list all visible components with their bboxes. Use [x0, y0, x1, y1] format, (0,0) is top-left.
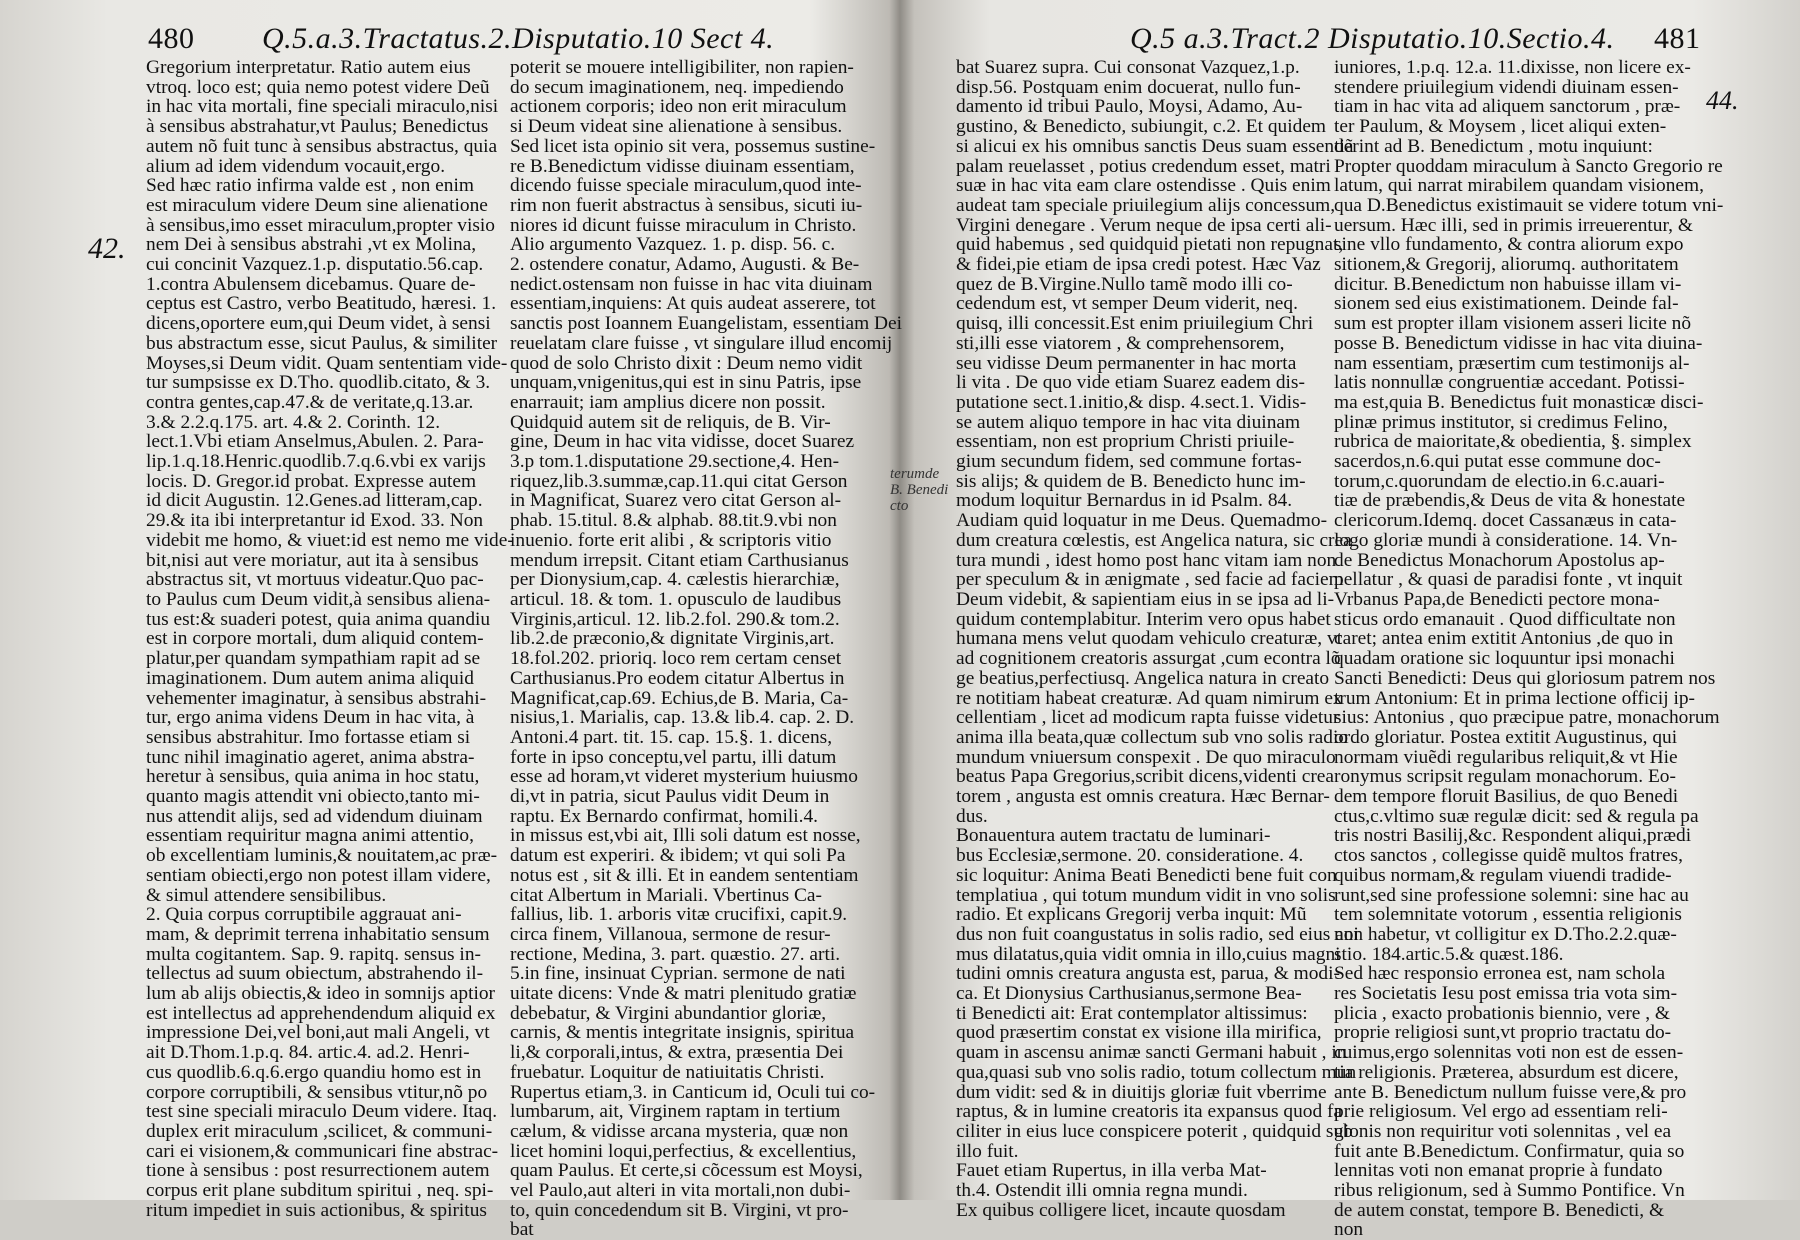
- text-line: quod de solo Christo dixit : Deum nemo vidit: [510, 352, 863, 374]
- text-line: sentiam obiecti,ergo non potest illam videre,: [146, 864, 491, 886]
- text-line: in hac vita mortali, fine speciali miraculo,nisi: [146, 96, 499, 118]
- text-line: beatus Papa Gregorius,scribit dicens,videnti crea: [956, 766, 1334, 788]
- text-line: gustino, & Benedicto, subiungit, c.2. Et quidem: [956, 116, 1327, 138]
- text-line: lip.1.q.18.Henric.quodlib.7.q.6.vbi ex varijs: [146, 451, 486, 473]
- text-line: citat Albertum in Mariali. Vbertinus Ca-: [510, 884, 822, 906]
- text-line: Sed licet ista opinio sit vera, possemus sustine-: [510, 135, 876, 157]
- text-line: lum ab alijs obiectis,& ideo in somnijs aptior: [146, 983, 495, 1005]
- text-line: vtroq. loco est; quia nemo potest videre Deũ: [146, 76, 490, 98]
- text-line: à sensibus abstrahatur,vt Paulus; Benedictus: [146, 116, 489, 138]
- text-line: datum est experiri. & ibidem; vt qui soli Pa: [510, 845, 846, 867]
- text-line: seu vidisse Deum permanenter in hac morta: [956, 352, 1297, 374]
- text-line: esse ad horam,vt videret mysterium huiusmo: [510, 766, 858, 788]
- text-line: notus est , sit & illi. Et in eandem sententiam: [510, 864, 859, 886]
- text-line: platur,per quandam sympathiam rapit ad se: [146, 648, 481, 670]
- text-line: sis alijs; & quidem de B. Benedicto hunc im-: [956, 470, 1306, 492]
- text-line: illo fuit.: [956, 1140, 1019, 1162]
- text-line: tia religionis. Præterea, absurdum est dicere,: [1334, 1061, 1679, 1083]
- text-line: humana mens velut quodam vehiculo creaturæ, vt: [956, 628, 1343, 650]
- text-line: mam, & deprimit terrena inhabitatio sensum: [146, 923, 490, 945]
- text-line: mundum vniuersum conspexit . De quo miraculo: [956, 746, 1336, 768]
- text-line: gionis non requiritur voti solennitas , vel ea: [1334, 1120, 1672, 1142]
- text-line: bus abstractum esse, sicut Paulus, & similiter: [146, 332, 498, 354]
- left-column-2: [510, 57, 903, 1240]
- text-line: se autem aliquo tempore in hac vita diuinam: [956, 411, 1301, 433]
- text-line: phab. 15.titul. 8.& alphab. 88.tit.9.vbi non: [510, 510, 837, 532]
- text-line: sitionem,& Gregorij, aliorumq. authoritatem: [1334, 254, 1679, 276]
- text-line: & simul attendere sensibilibus.: [146, 884, 387, 906]
- text-line: carnis, & mentis integritate insignis, spiritua: [510, 1022, 855, 1044]
- text-line: 5.in fine, insinuat Cyprian. sermone de nati: [510, 963, 846, 985]
- left-running-header: [0, 22, 896, 56]
- text-line: sensibus abstrahitur. Imo fortasse etiam si: [146, 726, 471, 748]
- text-line: poterit se mouere intelligibiliter, non rapien-: [510, 57, 854, 78]
- text-line: fallius, lib. 1. arboris vitæ crucifixi, capit.9.: [510, 904, 848, 926]
- text-line: in Magnificat, Suarez vero citat Gerson al-: [510, 490, 842, 512]
- text-line: nus attendit alijs, sed ad videndum diuinam: [146, 805, 483, 827]
- text-line: uitate dicens: Vnde & matri plenitudo gratiæ: [510, 983, 857, 1005]
- text-line: ge beatius,perfectiusq. Angelica natura in creato: [956, 667, 1330, 689]
- text-line: cui concinit Vazquez.1.p. disputatio.56.cap.: [146, 254, 484, 276]
- text-line: test sine speciali miraculo Deum videre. Itaq.: [146, 1101, 498, 1123]
- text-line: Gregorium interpretatur. Ratio autem eius: [146, 57, 471, 78]
- text-line: Bonauentura autem tractatu de luminari-: [956, 825, 1271, 847]
- text-line: normam viuẽdi regularibus reliquit,& vt Hie: [1334, 746, 1678, 768]
- text-line: niores id dicunt fuisse miraculum in Christo.: [510, 214, 857, 236]
- text-line: quez de B.Virgine.Nullo tamẽ modo illi co-: [956, 273, 1293, 295]
- text-line: iuniores, 1.p.q. 12.a. 11.dixisse, non licere ex-: [1334, 57, 1691, 78]
- text-line: Sed hæc ratio infirma valde est , non enim: [146, 175, 474, 197]
- text-line: Sancti Benedicti: Deus qui gloriosum patrem nos: [1334, 667, 1716, 689]
- text-line: 18.fol.202. prioriq. loco rem certam censet: [510, 648, 842, 670]
- text-line: raptus, & in lumine creatoris ita expansus quod fa: [956, 1101, 1343, 1123]
- text-line: tur, ergo anima videns Deum in hac vita, à: [146, 707, 475, 729]
- text-line: non: [1334, 1219, 1364, 1240]
- text-line: proprie religiosi sunt,vt proprio tractatu do-: [1334, 1022, 1672, 1044]
- text-line: rectione, Medina, 3. part. quæstio. 27. arti.: [510, 943, 841, 965]
- text-line: radio. Et explicans Gregorij verba inquit: Mũ: [956, 904, 1307, 926]
- text-line: lennitas voti non emanat proprie à fundato: [1334, 1160, 1663, 1182]
- text-line: stendere priuilegium videndi diuinam essen-: [1334, 76, 1679, 98]
- text-line: nisius,1. Marialis, cap. 13.& lib.4. cap. 2. D.: [510, 707, 855, 729]
- text-line: ronymus scripsit regulam monachorum. Eo-: [1334, 766, 1676, 788]
- text-line: ter Paulum, & Moysem , licet aliqui exten-: [1334, 116, 1667, 138]
- text-line: tem solemnitate votorum , essentia religionis: [1334, 904, 1682, 926]
- text-line: re B.Benedictum vidisse diuinam essentiam,: [510, 155, 855, 177]
- running-head-right: Q.5 a.3.Tract.2 Disputatio.10.Sectio.4.: [1130, 22, 1615, 55]
- text-line: quadam oratione sic loquuntur ipsi monachi: [1334, 648, 1675, 670]
- text-line: ctus,c.vltimo suæ regulæ dicit: sed & regula pa: [1334, 805, 1699, 827]
- text-line: id dicit Augustin. 12.Genes.ad litteram,cap.: [146, 490, 483, 512]
- text-line: Sed hæc responsio erronea est, nam schola: [1334, 963, 1666, 985]
- text-line: est in corpore mortali, dum aliquid contem-: [146, 628, 484, 650]
- text-line: stio. 184.artic.5.& quæst.186.: [1334, 943, 1564, 965]
- right-page: [890, 0, 1800, 1240]
- text-line: runt,sed sine professione solemni: sine hac au: [1334, 884, 1689, 906]
- text-line: torem , angusta est omnis creatura. Hæc Bernar-: [956, 786, 1330, 808]
- text-line: rim non fuerit abstractus à sensibus, sicuti iu-: [510, 194, 863, 216]
- text-line: sius: Antonius , quo præcipue patre, monachorum: [1334, 707, 1720, 729]
- text-line: clericorum.Idemq. docet Cassanæus in cata-: [1334, 510, 1677, 532]
- text-line: essentiam,inquiens: At quis audeat asserere, tot: [510, 293, 876, 315]
- text-line: sic loquitur: Anima Beati Benedicti bene fuit con: [956, 864, 1337, 886]
- text-line: fuit ante B.Benedictum. Confirmatur, quia so: [1334, 1140, 1685, 1162]
- text-line: res Societatis Iesu post emissa tria vota sim-: [1334, 983, 1678, 1005]
- text-line: bat: [510, 1219, 534, 1240]
- page-number-right: 481: [1654, 22, 1701, 55]
- text-line: quibus normam,& regulam viuendi tradide-: [1334, 864, 1672, 886]
- text-line: ribus religionum, sed à Summo Pontifice. Vn: [1334, 1180, 1685, 1202]
- text-line: mus dilatatus,quia vidit omnia in illo,cuius magni: [956, 943, 1341, 965]
- text-line: essentiam requiritur magna animi attentio,: [146, 825, 474, 847]
- text-line: multa cogitantem. Sap. 9. rapitq. sensus in-: [146, 943, 481, 965]
- text-line: latum, qui narrat mirabilem quandam visionem,: [1334, 175, 1704, 197]
- text-line: sine vllo fundamento, & contra aliorum expo: [1334, 234, 1684, 256]
- text-line: cellentiam , licet ad modicum rapta fuisse videtur: [956, 707, 1340, 729]
- text-line: sanctis post Ioannem Euangelistam, essentiam Dei: [510, 313, 903, 335]
- text-line: nem Dei à sensibus abstrahi ,vt ex Molina,: [146, 234, 477, 256]
- text-line: tiam in hac vita ad aliquem sanctorum , præ-: [1334, 96, 1681, 118]
- text-line: lect.1.Vbi etiam Anselmus,Abulen. 2. Para-: [146, 431, 484, 453]
- text-line: Virgini denegare . Verum neque de ipsa certi ali-: [956, 214, 1332, 236]
- text-line: prie religiosum. Vel ergo ad essentiam reli-: [1334, 1101, 1668, 1123]
- text-line: dum vidit: sed & in diuitijs gloriæ fuit vberrime: [956, 1081, 1327, 1103]
- text-line: non habetur, vt colligitur ex D.Tho.2.2.quæ-: [1334, 923, 1677, 945]
- text-line: ante B. Benedictum nullum fuisse vere,& pro: [1334, 1081, 1687, 1103]
- text-line: sionem sed eius existimationem. Deinde fal-: [1334, 293, 1679, 315]
- text-line: ob excellentiam luminis,& nouitatem,ac præ-: [146, 845, 498, 867]
- right-running-header: [904, 22, 1800, 56]
- text-line: latis nonnullæ congruentiæ accedant. Potissi-: [1334, 372, 1685, 394]
- text-line: abstractus sit, vt mortuus videatur.Quo pac-: [146, 569, 484, 591]
- text-line: Deum videbit, & sapientiam eius in se ipsa ad li-: [956, 588, 1335, 610]
- gutter-note-line: cto: [890, 498, 909, 514]
- text-line: fruebatur. Loquitur de natiuitatis Christi.: [510, 1061, 825, 1083]
- text-line: qua D.Benedictus existimauit se videre totum vni-: [1334, 194, 1724, 216]
- text-line: unquam,vnigenitus,qui est in sinu Patris, ipse: [510, 372, 862, 394]
- text-line: vel Paulo,aut alteri in vita mortali,non dubi-: [510, 1180, 851, 1202]
- text-line: videbit me homo, & viuet:id est nemo me vide-: [146, 529, 514, 551]
- text-line: Antoni.4 part. tit. 15. cap. 15.§. 1. dicens,: [510, 726, 833, 748]
- text-line: per Dionysium,cap. 4. cælestis hierarchiæ,: [510, 569, 840, 591]
- text-line: cedendum est, vt semper Deum viderit, neq.: [956, 293, 1298, 315]
- text-line: rubrica de maioritate,& obedientia, §. simplex: [1334, 431, 1692, 453]
- text-line: bat Suarez supra. Cui consonat Vazquez,1.p.: [956, 57, 1300, 78]
- text-line: corpore corruptibili, & sensibus vtitur,nõ po: [146, 1081, 488, 1103]
- text-line: caret; antea enim extitit Antonius ,de quo in: [1334, 628, 1674, 650]
- text-line: Virginis,articul. 12. lib.2.fol. 290.& tom.2.: [510, 608, 840, 630]
- gutter-note-line: B. Benedi: [890, 482, 949, 498]
- text-line: dicendo fuisse speciale miraculum,quod inte-: [510, 175, 862, 197]
- text-line: ait D.Thom.1.p.q. 84. artic.4. ad.2. Henri-: [146, 1042, 470, 1064]
- text-line: templatiua , qui totum mundum vidit in vno solis: [956, 884, 1336, 906]
- text-line: per speculum & in ænigmate , sed facie ad faciem: [956, 569, 1344, 591]
- text-line: enarrauit; iam amplius dicere non possit.: [510, 391, 826, 413]
- text-line: Alio argumento Vazquez. 1. p. disp. 56. c.: [510, 234, 836, 256]
- text-line: torum,c.quorundam de electio.in 6.c.auari-: [1334, 470, 1665, 492]
- text-line: corpus erit plane subditum spiritui , neq. spi-: [146, 1180, 494, 1202]
- text-line: ad cognitionem creatoris assurgat ,cum econtra lõ: [956, 648, 1341, 670]
- text-line: lumbarum, ait, Virginem raptam in tertium: [510, 1101, 841, 1123]
- text-line: quid habemus , sed quidquid pietati non repugnat,: [956, 234, 1344, 256]
- text-line: th.4. Ostendit illi omnia regna mundi.: [956, 1180, 1248, 1202]
- text-line: sum est propter illam visionem asseri licite nõ: [1334, 313, 1692, 335]
- margin-number-left: 42.: [88, 232, 126, 265]
- gutter-marginal-note: [890, 466, 948, 514]
- text-line: 3.p tom.1.disputatione 29.sectione,4. Hen-: [510, 451, 840, 473]
- text-line: ti Benedicti ait: Erat contemplator altissimus:: [956, 1002, 1308, 1024]
- text-line: quisq, illi concessit.Est enim priuilegium Chri: [956, 313, 1314, 335]
- text-line: riquez,lib.3.summæ,cap.11.qui citat Gerson: [510, 470, 848, 492]
- text-line: Audiam quid loquatur in me Deus. Quemadmo-: [956, 510, 1328, 532]
- text-line: tellectus ad suum obiectum, abstrahendo il-: [146, 963, 484, 985]
- text-line: cælum, & vidisse arcana mysteria, quæ non: [510, 1120, 849, 1142]
- text-line: debebatur, & Virgini abundantior gloriæ,: [510, 1002, 827, 1024]
- text-line: tura mundi , idest homo post hanc vitam iam non: [956, 549, 1337, 571]
- text-line: do secum imaginationem, neq. impediendo: [510, 76, 844, 98]
- text-line: in missus est,vbi ait, Illi soli datum est nosse,: [510, 825, 861, 847]
- text-line: ciliter in eius luce conspicere poterit , quidquid sub: [956, 1120, 1353, 1142]
- text-line: quam Paulus. Et certe,si cõcessum est Moysi,: [510, 1160, 863, 1182]
- text-line: de Benedictus Monachorum Apostolus ap-: [1334, 549, 1665, 571]
- margin-number-right: 44.: [1706, 86, 1739, 115]
- text-line: duplex erit miraculum ,scilicet, & communi-: [146, 1120, 493, 1142]
- text-line: tiæ de præbendis,& Deus de vita & honestate: [1334, 490, 1686, 512]
- text-line: plicia , exacto probationis biennio, vere , &: [1334, 1002, 1671, 1024]
- text-line: di,vt in patria, sicut Paulus vidit Deum in: [510, 786, 830, 808]
- text-line: Magnificat,cap.69. Echius,de B. Maria, Ca-: [510, 687, 849, 709]
- right-column-1: [956, 57, 1359, 1221]
- text-line: circa finem, Villanoua, sermone de resur-: [510, 923, 831, 945]
- text-line: si alicui ex his omnibus sanctis Deus suam essentiã: [956, 135, 1354, 157]
- text-line: tris nostri Basilij,&c. Respondent aliqui,prædi: [1334, 825, 1692, 847]
- text-line: imaginationem. Dum autem anima aliquid: [146, 667, 474, 689]
- text-line: vehementer imaginatur, à sensibus abstrahi-: [146, 687, 487, 709]
- text-line: quam in ascensu animæ sancti Germani habuit , in: [956, 1042, 1347, 1064]
- page-number-left: 480: [148, 22, 195, 55]
- text-line: cari ei visionem,& communicari fine abstrac-: [146, 1140, 499, 1162]
- text-line: licet homini loqui,perfectius, & excellentius,: [510, 1140, 857, 1162]
- text-line: putatione sect.1.initio,& disp. 4.sect.1. Vidis-: [956, 391, 1307, 413]
- text-line: gine, Deum in hac vita vidisse, docet Suarez: [510, 431, 855, 453]
- text-line: impressione Dei,vel boni,aut mali Angeli, vt: [146, 1022, 490, 1044]
- text-line: derint ad B. Benedictum , motu inquiunt:: [1334, 135, 1653, 157]
- text-line: essentiam, non est proprium Christi priuile-: [956, 431, 1295, 453]
- text-line: 2. ostendere conatur, Adamo, Augusti. & Be-: [510, 254, 860, 276]
- text-line: Carthusianus.Pro eodem citatur Albertus in: [510, 667, 845, 689]
- text-line: bit,nisi aut vere moriatur, aut ita à sensibus: [146, 549, 479, 571]
- text-line: Quidquid autem sit de reliquis, de B. Vir-: [510, 411, 831, 433]
- text-line: est miraculum videre Deum sine alienatione: [146, 194, 488, 216]
- text-line: disp.56. Postquam enim docuerat, nullo fun-: [956, 76, 1301, 98]
- text-line: ordo gloriatur. Postea extitit Augustinus, qui: [1334, 726, 1678, 748]
- text-line: ma est,quia B. Benedictus fuit monasticæ disci-: [1334, 391, 1704, 413]
- text-line: li vita . De quo vide etiam Suarez eadem dis-: [956, 372, 1305, 394]
- running-head-left: Q.5.a.3.Tractatus.2.Disputatio.10 Sect 4.: [262, 22, 775, 55]
- text-line: palam reuelasset , potius credendum esset, matri: [956, 155, 1331, 177]
- text-line: dus non fuit coangustatus in solis radio, sed eius ani: [956, 923, 1359, 945]
- text-line: 2. Quia corpus corruptibile aggrauat ani-: [146, 904, 462, 926]
- text-line: locis. D. Gregor.id probat. Expresse autem: [146, 470, 477, 492]
- text-line: bus Ecclesiæ,sermone. 20. consideratione. 4.: [956, 845, 1304, 867]
- text-line: autem nõ fuit tunc à sensibus abstractus, quia: [146, 135, 498, 157]
- text-line: tunc nihil imaginatio ageret, anima abstra-: [146, 746, 475, 768]
- text-line: sticus ordo emanauit . Quod difficultate non: [1334, 608, 1676, 630]
- text-line: nam essentiam, præsertim cum testimonijs al-: [1334, 352, 1690, 374]
- text-line: anima illa beata,quæ collectum sub vno solis radio: [956, 726, 1349, 748]
- text-line: gium secundum fidem, sed commune fortas-: [956, 451, 1302, 473]
- text-line: dicitur. B.Benedictum non habuisse illam vi-: [1334, 273, 1682, 295]
- text-line: audeat tam speciale priuilegium alijs concessum,: [956, 194, 1336, 216]
- text-line: uersum. Hæc illi, sed in primis irreuerentur, &: [1334, 214, 1693, 236]
- gutter-note-line: terumde: [890, 466, 940, 482]
- text-line: Vrbanus Papa,de Benedicti pectore mona-: [1334, 588, 1660, 610]
- text-line: si Deum videat sine alienatione à sensibus.: [510, 116, 843, 138]
- text-line: Fauet etiam Rupertus, in illa verba Mat-: [956, 1160, 1267, 1182]
- text-line: contra gentes,cap.47.& de veritate,q.13.ar.: [146, 391, 474, 413]
- text-line: mendum irrepsit. Citant etiam Carthusianus: [510, 549, 849, 571]
- text-line: dus.: [956, 805, 988, 827]
- text-line: alium ad idem videndum vocauit,ergo.: [146, 155, 446, 177]
- text-line: inuenio. forte erit alibi , & scriptoris vitio: [510, 529, 832, 551]
- text-line: quidum contemplabitur. Interim vero opus habet: [956, 608, 1331, 630]
- left-column-1: [146, 57, 514, 1221]
- text-line: ca. Et Dionysius Carthusianus,sermone Bea-: [956, 983, 1302, 1005]
- text-line: Rupertus etiam,3. in Canticum id, Oculi tui co-: [510, 1081, 876, 1103]
- text-line: trum Antonium: Et in prima lectione officij ip-: [1334, 687, 1695, 709]
- text-line: lib.2.de præconio,& dignitate Virginis,art.: [510, 628, 835, 650]
- text-line: raptu. Ex Bernardo confirmat, homili.4.: [510, 805, 819, 827]
- text-line: modum loquitur Bernardus in id Psalm. 84.: [956, 490, 1293, 512]
- text-line: heretur à sensibus, quia anima in hoc statu,: [146, 766, 480, 788]
- text-line: dum creatura cœlestis, est Angelica natura, sic crea: [956, 529, 1352, 551]
- text-line: nedict.ostensam non fuisse in hac vita diuinam: [510, 273, 873, 295]
- text-line: cuimus,ergo solennitas voti non est de essen-: [1334, 1042, 1684, 1064]
- text-line: suæ in hac vita eam clare ostendisse . Quis enim: [956, 175, 1331, 197]
- text-line: dem tempore floruit Basilius, de quo Benedi: [1334, 786, 1679, 808]
- text-line: 3.& 2.2.q.175. art. 4.& 2. Corinth. 12.: [146, 411, 441, 433]
- text-line: sti,illi esse viatorem , & comprehensorem,: [956, 332, 1285, 354]
- text-line: pellatur , & quasi de paradisi fonte , vt inquit: [1334, 569, 1683, 591]
- text-line: Propter quoddam miraculum à Sancto Gregorio re: [1334, 155, 1723, 177]
- text-line: ceptus est Castro, verbo Beatitudo, hæresi. 1.: [146, 293, 497, 315]
- text-line: ritum impediet in suis actionibus, & spiritus: [146, 1199, 487, 1221]
- text-line: qua,quasi sub vno solis radio, totum collectum mun: [956, 1061, 1357, 1083]
- text-line: tur sumpsisse ex D.Tho. quodlib.citato, & 3.: [146, 372, 491, 394]
- text-line: tudini omnis creatura angusta est, parua, & modi-: [956, 963, 1340, 985]
- text-line: tus est:& suaderi potest, quia anima quandiu: [146, 608, 491, 630]
- text-line: tione à sensibus : post resurrectionem autem: [146, 1160, 490, 1182]
- text-line: Moyses,si Deum vidit. Quam sententiam vide-: [146, 352, 508, 374]
- text-line: articul. 18. & tom. 1. opusculo de laudibus: [510, 588, 842, 610]
- text-line: 29.& ita ibi interpretantur id Exod. 33. Non: [146, 510, 484, 532]
- text-line: & fidei,pie etiam de ipsa credi potest. Hæc Vaz: [956, 254, 1321, 276]
- text-line: est intellectus ad apprehendendum aliquid ex: [146, 1002, 496, 1024]
- text-line: dicens,oportere eum,qui Deum videt, à sensi: [146, 313, 491, 335]
- text-line: li,& corporali,intus, & extra, præsentia Dei: [510, 1042, 844, 1064]
- text-line: de autem constat, tempore B. Benedicti, &: [1334, 1199, 1665, 1221]
- text-line: 1.contra Abulensem dicebamus. Quare de-: [146, 273, 476, 295]
- text-line: Ex quibus colligere licet, incaute quosdam: [956, 1199, 1286, 1221]
- text-line: cus quodlib.6.q.6.ergo quandiu homo est in: [146, 1061, 482, 1083]
- text-line: re notitiam habeat creaturæ. Ad quam nimirum ex: [956, 687, 1343, 709]
- text-line: quanto magis attendit vni obiecto,tanto mi-: [146, 786, 480, 808]
- text-line: logo gloriæ mundi à consideratione. 14. Vn-: [1334, 529, 1678, 551]
- text-line: forte in ipso conceptu,vel partu, illi datum: [510, 746, 837, 768]
- text-line: damento id tribui Paulo, Moysi, Adamo, Au-: [956, 96, 1303, 118]
- text-line: quod præsertim constat ex visione illa mirifica,: [956, 1022, 1322, 1044]
- text-line: actionem corporis; ideo non erit miraculum: [510, 96, 847, 118]
- text-line: to, quin concedendum sit B. Virgini, vt pro-: [510, 1199, 849, 1221]
- text-line: to Paulus cum Deum vidit,à sensibus aliena-: [146, 588, 491, 610]
- text-line: à sensibus,imo esset miraculum,propter visio: [146, 214, 495, 236]
- text-line: ctos sanctos , collegisse quidẽ multos fratres,: [1334, 845, 1683, 867]
- text-line: sacerdos,n.6.qui putat esse commune doc-: [1334, 451, 1661, 473]
- text-line: plinæ primus institutor, si credimus Felino,: [1334, 411, 1668, 433]
- text-line: posse B. Benedictum vidisse in hac vita diuina-: [1334, 332, 1703, 354]
- text-line: reuelatam clare fuisse , vt singulare illud encomij: [510, 332, 893, 354]
